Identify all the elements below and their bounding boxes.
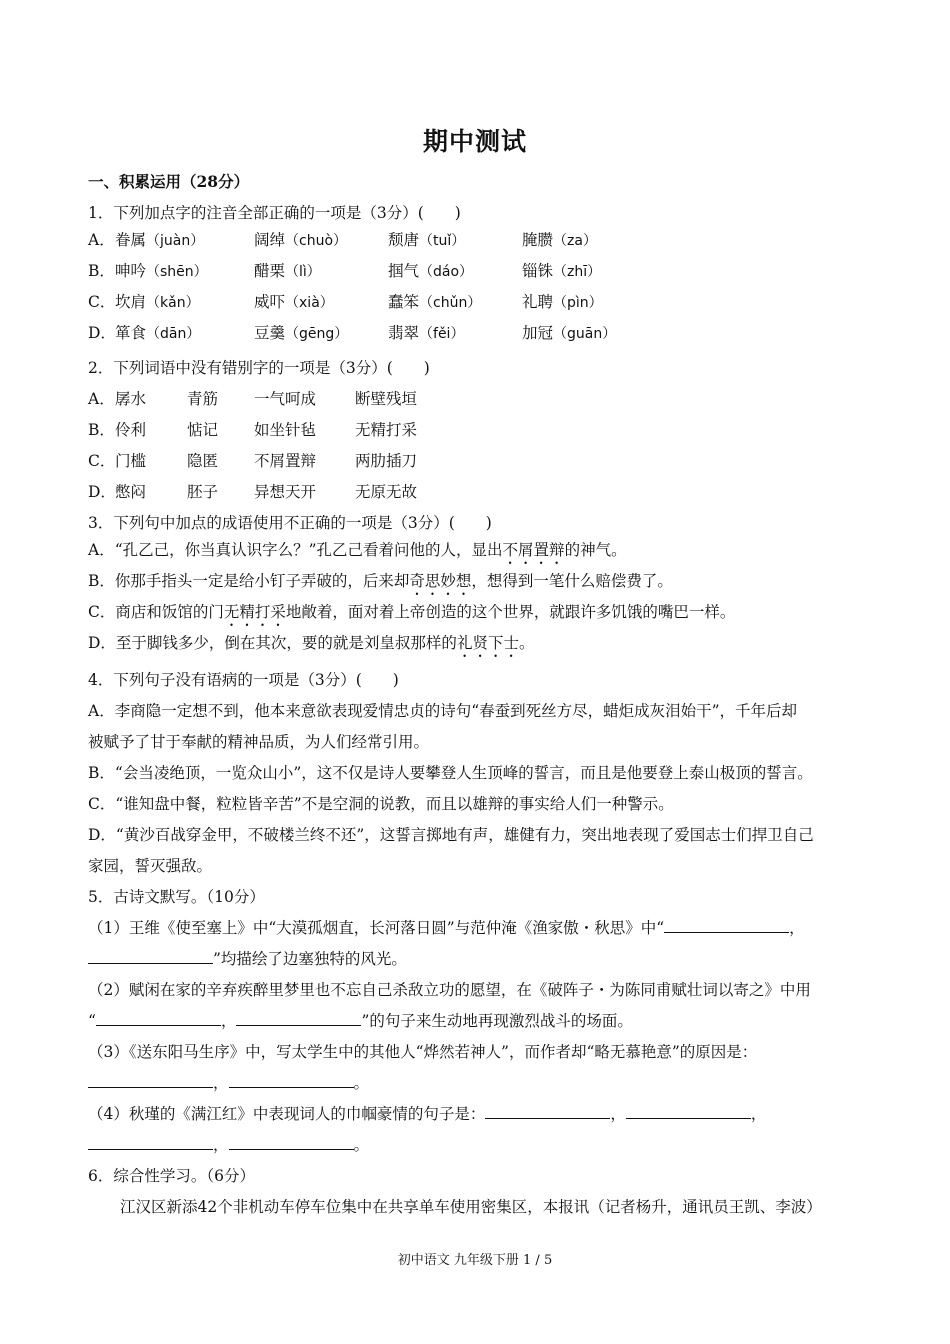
answer-blank[interactable] xyxy=(229,1073,354,1088)
option-item xyxy=(388,230,465,251)
answer-blank[interactable] xyxy=(236,1011,361,1026)
prompt-text: （4）秋瑾的《满江红》中表现词人的巾帼豪情的句子是： xyxy=(88,1105,486,1123)
question-4-option-a-cont: 被赋予了甘于奉献的精神品质，为人们经常引用。 xyxy=(88,733,430,751)
prompt-text: ”的句子来生动地再现激烈战斗的场面。 xyxy=(361,1012,633,1030)
option-word: 加冠 xyxy=(522,324,554,342)
prompt-text: ”均描绘了边塞独特的风光。 xyxy=(213,950,407,968)
question-5-part-3: （3）《送东阳马生序》中，写太学生中的其他人“烨然若神人”，而作者却“略无慕艳意”的原因是： xyxy=(88,1043,758,1061)
pinyin-text: （pìn） xyxy=(553,295,603,311)
question-5-part-2: （2）赋闲在家的辛弃疾醉里梦里也不忘自己杀敌立功的愿望，在《破阵子・为陈同甫赋壮词以寄之》中用 xyxy=(88,981,811,999)
pinyin-text: （tuǐ） xyxy=(419,233,466,249)
answer-blank[interactable] xyxy=(88,1135,213,1150)
pinyin-text: （lì） xyxy=(285,264,321,280)
question-4-option-b: B．“会当凌绝顶，一览众山小”，这不仅是诗人要攀登人生顶峰的誓言，而且是他要登上泰山极顶的誓言。 xyxy=(88,764,813,782)
option-item xyxy=(254,323,348,344)
answer-blank[interactable] xyxy=(626,1104,751,1119)
question-3-option-a xyxy=(88,540,627,568)
option-text: 地敞着，面对着上帝创造的这个世界，就跟许多饥饿的嘴巴一样。 xyxy=(285,603,736,621)
question-4-stem: 4．下列句子没有语病的一项是（3分）( ) xyxy=(88,671,399,689)
question-5-stem: 5．古诗文默写。（10分） xyxy=(88,888,265,906)
pinyin-text: （shēn） xyxy=(146,264,208,280)
option-word: 无精打采 xyxy=(355,421,418,439)
option-item xyxy=(115,292,200,313)
option-text: 的神气。 xyxy=(564,541,627,559)
page-footer: 初中语文 九年级下册 1 / 5 xyxy=(397,1253,553,1268)
answer-blank[interactable] xyxy=(229,1135,354,1150)
question-5-part-3-cont: ， 。 xyxy=(88,1073,369,1093)
option-item xyxy=(254,292,334,313)
option-word: 异想天开 xyxy=(254,483,317,501)
option-word: 两肋插刀 xyxy=(355,452,418,470)
option-item xyxy=(522,292,603,313)
section-heading: 一、积累运用（28分） xyxy=(88,172,250,191)
option-label: C． xyxy=(88,452,116,470)
option-item xyxy=(115,323,200,344)
option-label: B． xyxy=(88,421,115,439)
option-word: 门槛 xyxy=(115,452,147,470)
option-word: 青筋 xyxy=(187,390,219,408)
option-word: 胚子 xyxy=(187,483,219,501)
option-item xyxy=(388,292,481,313)
option-word: 锱铢 xyxy=(522,262,554,280)
option-word: 如坐针毡 xyxy=(254,421,317,439)
question-4-option-c: C．“谁知盘中餐，粒粒皆辛苦”不是空洞的说教，而且以雄辩的事实给人们一种警示。 xyxy=(88,795,674,813)
option-item xyxy=(522,230,597,251)
option-word: 断壁残垣 xyxy=(355,390,418,408)
option-word: 蠢笨 xyxy=(388,293,420,311)
pinyin-text: （guān） xyxy=(553,326,617,342)
option-word: 无原无故 xyxy=(355,483,418,501)
option-label: A． xyxy=(88,390,115,408)
question-5-part-4-cont: ， 。 xyxy=(88,1135,369,1155)
question-4-option-d: D．“黄沙百战穿金甲，不破楼兰终不还”，这誓言掷地有声，雄健有力，突出地表现了爱国志士们捍卫自己 xyxy=(88,826,814,844)
option-word: 惦记 xyxy=(187,421,219,439)
question-5-part-2-cont: “ ， ”的句子来生动地再现激烈战斗的场面。 xyxy=(88,1012,633,1030)
pinyin-text: （gēng） xyxy=(285,326,349,342)
pinyin-text: （fěi） xyxy=(419,326,465,342)
option-text: A．“孔乙己，你当真认识字么？”孔乙己看着问他的人，显出 xyxy=(88,541,503,559)
question-5-part-1: （1）王维《使至塞上》中“大漠孤烟直，长河落日圆”与范仲淹《渔家傲・秋思》中“ ， xyxy=(88,919,805,937)
option-label: D． xyxy=(88,324,116,342)
option-word: 掴气 xyxy=(388,262,420,280)
answer-blank[interactable] xyxy=(664,918,789,933)
pinyin-text: （za） xyxy=(553,233,597,249)
option-item xyxy=(388,323,464,344)
option-item xyxy=(254,261,321,282)
option-word: 腌臜 xyxy=(522,231,554,249)
question-4-option-d-cont: 家园，誓灭强敌。 xyxy=(88,857,213,875)
answer-blank[interactable] xyxy=(96,1011,221,1026)
option-item xyxy=(254,230,347,251)
option-item xyxy=(388,261,473,282)
option-word: 憋闷 xyxy=(115,483,147,501)
option-word: 孱水 xyxy=(115,390,147,408)
question-3-option-b xyxy=(88,571,673,599)
option-word: 眷属 xyxy=(115,231,147,249)
answer-blank[interactable] xyxy=(485,1104,610,1119)
option-label: A． xyxy=(88,231,115,249)
option-word: 翡翠 xyxy=(388,324,420,342)
pinyin-text: （kǎn） xyxy=(146,295,200,311)
question-1-stem: 1．下列加点字的注音全部正确的一项是（3分）( ) xyxy=(88,204,461,222)
question-4-option-a: A．李商隐一定想不到，他本来意欲表现爱情忠贞的诗句“春蚕到死丝方尽，蜡炬成灰泪始干”，千年后却 xyxy=(88,702,798,720)
option-label: C． xyxy=(88,293,116,311)
dotted-idiom: 奇思妙想 xyxy=(409,572,472,590)
question-6-stem: 6．综合性学习。（6分） xyxy=(88,1167,255,1185)
option-word: 隐匿 xyxy=(187,452,219,470)
question-6-text: 江汉区新添42个非机动车停车位集中在共享单车使用密集区，本报讯（记者杨升，通讯员王凯、李波） xyxy=(120,1198,822,1216)
option-item xyxy=(522,323,616,344)
pinyin-text: （chuò） xyxy=(285,233,348,249)
question-3-option-d xyxy=(88,633,534,661)
option-item xyxy=(115,230,204,251)
question-5-part-1-cont xyxy=(88,949,407,969)
option-word: 颓唐 xyxy=(388,231,420,249)
option-text: 。 xyxy=(518,634,535,652)
option-text: C．商店和饭馆的门 xyxy=(88,603,224,621)
pinyin-text: （juàn） xyxy=(146,233,205,249)
question-5-part-4: （4）秋瑾的《满江红》中表现词人的巾帼豪情的句子是： ， ， xyxy=(88,1105,767,1123)
option-word: 坎肩 xyxy=(115,293,147,311)
option-word: 豆羹 xyxy=(254,324,286,342)
option-word: 不屑置辩 xyxy=(254,452,317,470)
option-word: 箪食 xyxy=(115,324,147,342)
answer-blank[interactable] xyxy=(88,949,213,964)
question-3-stem: 3．下列句中加点的成语使用不正确的一项是（3分）( ) xyxy=(88,514,492,532)
answer-blank[interactable] xyxy=(88,1073,213,1088)
pinyin-text: （chǔn） xyxy=(419,295,482,311)
pinyin-text: （dān） xyxy=(146,326,201,342)
option-word: 威吓 xyxy=(254,293,286,311)
option-label: B． xyxy=(88,262,115,280)
option-item xyxy=(115,261,208,282)
option-word: 呻吟 xyxy=(115,262,147,280)
question-3-option-c xyxy=(88,602,735,630)
option-text: B．你那手指头一定是给小钉子弄破的，后来却 xyxy=(88,572,410,590)
question-2-stem: 2．下列词语中没有错别字的一项是（3分）( ) xyxy=(88,359,430,377)
option-word: 礼聘 xyxy=(522,293,554,311)
option-word: 醋栗 xyxy=(254,262,286,280)
dotted-idiom: 无精打采 xyxy=(223,603,286,621)
option-word: 伶利 xyxy=(115,421,147,439)
dotted-idiom: 不屑置辩 xyxy=(502,541,565,559)
option-text: ，想得到一笔什么赔偿费了。 xyxy=(471,572,673,590)
option-word: 阔绰 xyxy=(254,231,286,249)
dotted-idiom: 礼贤下士 xyxy=(456,634,519,652)
prompt-text: （1）王维《使至塞上》中“大漠孤烟直，长河落日圆”与范仲淹《渔家傲・秋思》中“ xyxy=(88,919,665,937)
pinyin-text: （dáo） xyxy=(419,264,474,280)
option-text: D．至于脚钱多少，倒在其次，要的就是刘皇叔那样的 xyxy=(88,634,457,652)
pinyin-text: （zhī） xyxy=(553,264,602,280)
option-label: D． xyxy=(88,483,116,501)
page-title: 期中测试 xyxy=(422,127,527,156)
option-item xyxy=(522,261,601,282)
option-word: 一气呵成 xyxy=(254,390,317,408)
pinyin-text: （xià） xyxy=(285,295,334,311)
